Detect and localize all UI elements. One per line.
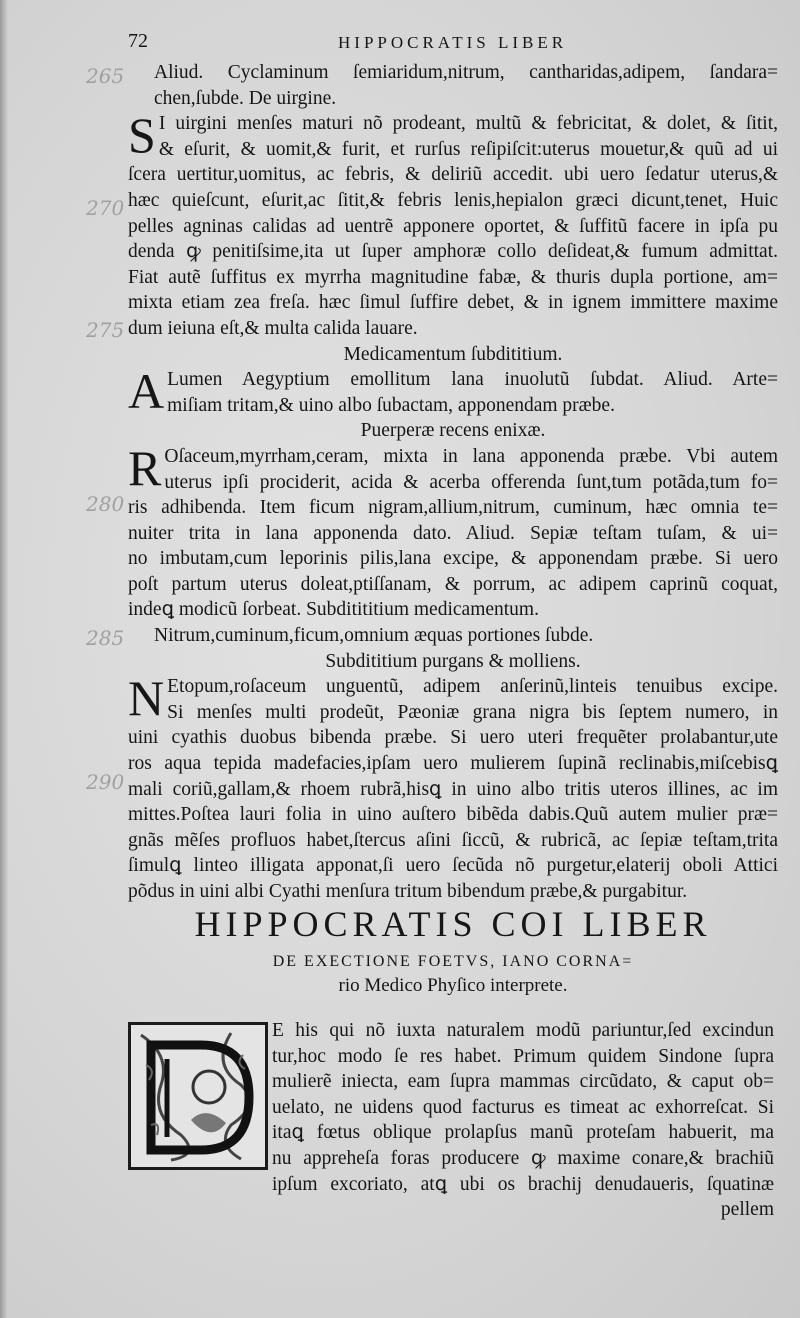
margin-note: 275 (86, 318, 125, 342)
text-segment: chen,ſubde. De uirgine. (154, 87, 337, 109)
book-subtitle-translator: rio Medico Phyſico interprete. (338, 975, 568, 996)
text-line (128, 86, 778, 112)
book-subtitle: DE EXECTIONE FOETVS, IANO CORNA= (272, 953, 634, 970)
text-line: ros aqua tepida madefacies,ipſam uero mulierem ſupinã reclinabis,miſcebisꝗ (128, 753, 778, 775)
body-text (128, 60, 778, 905)
text-line: põdus in uini albi Cyathi menſura tritum bibendum præbe,& purgabitur. (128, 881, 688, 902)
text-line: ſcera uertitur,uomitus, ac febris, & deliriũ accedit. ubi uero ſedatur uterus,& (128, 164, 778, 186)
margin-note: 280 (86, 492, 125, 516)
section-heading: Puerperæ recens enixæ. (360, 420, 546, 442)
text-line: uelato, ne uidens quod facturus es timeat ac exhorreſcat. Si (272, 1096, 774, 1118)
text-line: mulierẽ iniecta, eam ſupra mammas circũdato, & caput ob= (272, 1071, 774, 1093)
text-line: itaꝗ fœtus oblique prolapſus manũ proteſam habuerit, ma (272, 1122, 774, 1144)
page-number: 72 (128, 30, 148, 52)
catchword: pellem (720, 1199, 774, 1221)
text-line: uini cyathis duobus bibenda præbe. Si uero uteri frequẽter prolabantur,ute (128, 727, 778, 749)
text-line: Fiat autẽ ſuffitus ex myrrha magnitudine fabæ, & thuris dupla portione, am= (128, 266, 778, 288)
text-line: mittes.Poſtea lauri folia in uino auſtero bibẽda dabis.Quũ autem mulier præ= (128, 804, 778, 826)
paragraph-de-uirgine (128, 107, 778, 164)
text-line: miſiam tritam,& uino albo ſubactam, apponendam præbe. (167, 394, 615, 416)
text-line: no imbutam,cum leporinis pilis,lana excipe, & apponendam præbe. Si uero (128, 548, 778, 570)
text-line: poſt partum uterus doleat,ptiſſanam, & porrum, ac adipem caprinũ coquat, (128, 573, 778, 595)
book-title-block (128, 902, 778, 998)
paragraph-rosaceum (128, 439, 778, 496)
decorated-initial-d (128, 1022, 268, 1170)
text-line: ſimulꝗ linteo illigata apponat,ſi uero ſecũda nõ purgetur,elaterij oboli Attici (128, 855, 778, 877)
text-line: Oſaceum,myrrham,ceram, mixta in lana apponenda præbe. Vbi autem (164, 445, 778, 467)
final-paragraph-continued (272, 1146, 774, 1223)
text-line: I uirgini menſes maturi nõ prodeant, multũ & febricitat, & dolet, & ſitit, (158, 113, 778, 135)
section-heading: Medicamentum ſubdititium. (343, 343, 563, 365)
text-line: ris adhibenda. Item ficum nigram,allium,nitrum, cuminum, hæc omnia te= (128, 497, 778, 519)
text-line: & eſurit, & uomit,& furit, et rurſus reſipiſcit:uterus mouetur,& quũ ad ui (158, 138, 778, 160)
margin-note: 285 (86, 626, 125, 650)
running-head: HIPPOCRATIS LIBER (338, 33, 568, 52)
drop-initial-r: R (128, 439, 162, 496)
margin-note: 270 (86, 196, 125, 220)
margin-note: 265 (86, 64, 125, 88)
drop-initial-n: N (128, 670, 165, 727)
book-title: HIPPOCRATIS COI LIBER (194, 904, 712, 944)
page-header (128, 30, 728, 54)
text-line: gnãs mẽſes profluos habet,ſtercus aſini ſiccũ, & rubricã, ac ſepiæ teſtam,trita (128, 829, 778, 851)
decorated-initial-art (131, 1025, 265, 1167)
text-line: mixta etiam zea freſa. hæc ſimul ſuffire debet, & in ignem immittere maxime (128, 292, 778, 314)
text-line: nuiter trita in lana apponenda dato. Aliud. Sepiæ teſtam tuſam, & ui= (128, 522, 778, 544)
paragraph-netopum (128, 670, 778, 727)
text-line: pelles agninas calidas ad uentrẽ apponere oportet, & ſuffitũ facere in ipſa pu (128, 215, 778, 237)
text-line: ipſum excoriato, atꝗ ubi os brachij denudaueris, ſquatinæ (272, 1173, 774, 1195)
margin-note: 290 (86, 770, 125, 794)
text-line: denda ꝙ penitiſsime,ita ut ſuper amphoræ collo deſideat,& fumum admittat. (128, 241, 778, 263)
text-line: Si menſes multi prodeũt, Pæoniæ grana nigra bis ſeptem numero, in (167, 701, 778, 723)
final-paragraph (272, 1018, 774, 1146)
drop-initial-a: A (128, 363, 165, 420)
page-spine (0, 0, 8, 1318)
text-line: Etopum,roſaceum unguentũ, adipem anſerinũ,linteis tenuibus excipe. (167, 676, 778, 698)
drop-initial-s: S (128, 107, 156, 164)
text-line: mali coriũ,gallam,& rhoem rubrã,hisꝗ in uino albo tritis uteros illines, ac im (128, 778, 778, 800)
text-line: tur,hoc modo ſe res habet. Primum quidem Sindone ſupra (272, 1045, 774, 1067)
text-line: indeꝗ modicũ ſorbeat. Subditititium medicamentum. (128, 599, 539, 621)
text-line: E his qui nõ iuxta naturalem modũ pariuntur,ſed excindun (272, 1020, 774, 1041)
text-line: nu appreheſa foras producere ꝙ maxime conare,& brachiũ (272, 1148, 774, 1169)
text-line: hæc quieſcunt, eſurit,ac ſitit,& febris lenis,hepialon græci dicunt,tenet, Huic (128, 189, 778, 211)
section-heading: Subdititium purgans & molliens. (325, 650, 581, 672)
text-line: dum ieiuna eſt,& multa calida lauare. (128, 317, 418, 339)
text-line: Nitrum,cuminum,ficum,omnium æquas portiones ſubde. (154, 625, 594, 647)
paragraph-alumen (128, 363, 778, 420)
text-line: Lumen Aegyptium emollitum lana inuolutũ ſubdat. Aliud. Arte= (167, 369, 778, 391)
text-line: Aliud. Cyclaminum ſemiaridum,nitrum, cantharidas,adipem, ſandara= (154, 62, 778, 83)
text-line: uterus ipſi prociderit, acida & acerba offerenda ſunt,tum potãda,tum fo= (164, 471, 778, 493)
